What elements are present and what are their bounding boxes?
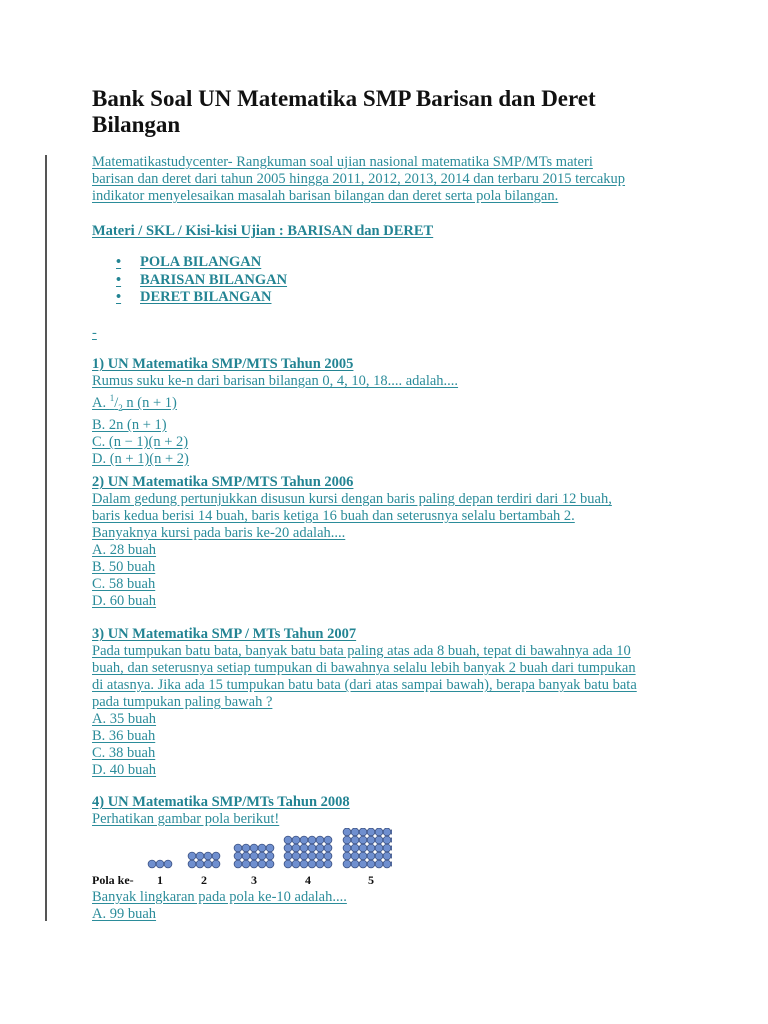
option-c[interactable]: C. 38 buah — [92, 745, 156, 761]
pattern-circle — [351, 852, 359, 860]
question-heading[interactable]: 1) UN Matematika SMP/MTS Tahun 2005 — [92, 356, 354, 372]
pattern-circle — [250, 852, 258, 860]
question-text[interactable]: buah, dan seterusnya setiap tumpukan di bawahnya selalu lebih banyak 2 buah dari tumpukan — [92, 660, 636, 676]
pattern-circle — [212, 852, 220, 860]
option-a[interactable]: A. 99 buah — [92, 906, 157, 922]
pattern-circle — [391, 860, 392, 868]
pattern-circle — [324, 836, 332, 844]
option-a[interactable]: A. 28 buah — [92, 542, 157, 558]
pattern-circle — [188, 852, 196, 860]
pattern-circle — [359, 860, 367, 868]
pattern-circle — [343, 828, 351, 836]
pattern-number: 4 — [305, 873, 311, 887]
pattern-circle — [242, 860, 250, 868]
intro-line[interactable]: barisan dan deret dari tahun 2005 hingga 2011, 2012, 2013, 2014 dan terbaru 2015 tercakup — [92, 171, 626, 187]
pattern-circle — [284, 860, 292, 868]
pattern-circle — [234, 860, 242, 868]
pattern-circle — [375, 828, 383, 836]
intro-paragraph — [92, 154, 625, 205]
pattern-circle — [250, 860, 258, 868]
question-text[interactable]: Banyak lingkaran pada pola ke-10 adalah.... — [92, 889, 347, 905]
pattern-number: 3 — [251, 873, 257, 887]
pattern-circle — [383, 852, 391, 860]
option-c[interactable]: C. 58 buah — [92, 576, 156, 592]
pattern-number: 1 — [157, 873, 163, 887]
pattern-circle — [292, 852, 300, 860]
pattern-circle — [324, 844, 332, 852]
pattern-number: 5 — [368, 873, 374, 887]
topic-item[interactable]: • DERET BILANGAN — [116, 289, 272, 305]
question-4-continued — [92, 889, 347, 923]
pattern-circle — [351, 828, 359, 836]
circle-pattern-figure — [92, 828, 392, 888]
pattern-circle — [316, 836, 324, 844]
question-text[interactable]: baris kedua berisi 14 buah, baris ketiga 16 buah dan seterusnya selalu bertambah 2. — [92, 508, 575, 524]
pattern-circle — [300, 836, 308, 844]
pattern-circle — [324, 852, 332, 860]
intro-line[interactable]: indikator menyelesaikan masalah barisan bilangan dan deret serta pola bilangan. — [92, 188, 559, 204]
pattern-circle — [164, 860, 172, 868]
question-2 — [92, 474, 612, 610]
pattern-circle — [343, 844, 351, 852]
pattern-circle — [148, 860, 156, 868]
pattern-circle — [324, 860, 332, 868]
pattern-circle — [250, 844, 258, 852]
pattern-circle — [204, 852, 212, 860]
pattern-circle — [242, 852, 250, 860]
pattern-circle — [351, 836, 359, 844]
question-heading[interactable]: 3) UN Matematika SMP / MTs Tahun 2007 — [92, 626, 357, 642]
option-d[interactable]: D. 40 buah — [92, 762, 157, 778]
pattern-circle — [391, 828, 392, 836]
question-4 — [92, 794, 350, 828]
pattern-circle — [383, 844, 391, 852]
pattern-circle — [383, 860, 391, 868]
option-a[interactable]: A. $^1/_2$ n (n + 1) — [92, 393, 177, 413]
question-text[interactable]: Rumus suku ke-n dari barisan bilangan 0, 4, 10, 18.... adalah.... — [92, 373, 459, 389]
pattern-circle — [308, 860, 316, 868]
pattern-circle — [258, 844, 266, 852]
pattern-circle — [351, 860, 359, 868]
pattern-circle — [266, 844, 274, 852]
page-title — [92, 86, 596, 138]
pattern-circle — [375, 852, 383, 860]
pattern-circle — [292, 836, 300, 844]
pattern-circle — [308, 852, 316, 860]
pattern-circle — [284, 836, 292, 844]
pattern-circle — [375, 844, 383, 852]
option-a[interactable]: A. 35 buah — [92, 711, 157, 727]
question-text[interactable]: Banyaknya kursi pada baris ke-20 adalah.... — [92, 525, 346, 541]
pattern-circle — [391, 852, 392, 860]
margin-rule — [45, 155, 47, 921]
question-heading[interactable]: 4) UN Matematika SMP/MTs Tahun 2008 — [92, 794, 350, 810]
pattern-circle — [383, 828, 391, 836]
pattern-circle — [292, 844, 300, 852]
pattern-circle — [188, 860, 196, 868]
pattern-circle — [196, 860, 204, 868]
question-1 — [92, 356, 458, 468]
pattern-circle — [367, 828, 375, 836]
pattern-circle — [234, 852, 242, 860]
pattern-circle — [367, 852, 375, 860]
option-d[interactable]: D. 60 buah — [92, 593, 157, 609]
pattern-circle — [258, 852, 266, 860]
pattern-circle — [391, 844, 392, 852]
pattern-circle — [266, 860, 274, 868]
pattern-circle — [284, 844, 292, 852]
option-b[interactable]: B. 2n (n + 1) — [92, 416, 167, 433]
pattern-circle — [316, 860, 324, 868]
pattern-circle — [359, 852, 367, 860]
intro-line[interactable]: Matematikastudycenter- Rangkuman soal ujian nasional matematika SMP/MTs materi — [92, 154, 593, 170]
option-b[interactable]: B. 36 buah — [92, 728, 156, 744]
materi-heading[interactable]: Materi / SKL / Kisi-kisi Ujian : BARISAN dan DERET — [92, 223, 434, 239]
pattern-circle — [367, 860, 375, 868]
pattern-circle — [359, 828, 367, 836]
title-line: Bank Soal UN Matematika SMP Barisan dan Deret — [92, 86, 596, 111]
pattern-circle — [242, 844, 250, 852]
pattern-circle — [391, 836, 392, 844]
dash-link[interactable]: - — [92, 325, 97, 341]
pattern-circle — [284, 852, 292, 860]
pattern-circle — [343, 860, 351, 868]
question-3 — [92, 626, 637, 779]
pattern-circle — [234, 844, 242, 852]
pattern-circle — [266, 852, 274, 860]
pattern-circle — [212, 860, 220, 868]
pattern-circle — [351, 844, 359, 852]
question-text[interactable]: pada tumpukan paling bawah ? — [92, 694, 273, 710]
pattern-circle — [316, 852, 324, 860]
pattern-circle — [300, 852, 308, 860]
pattern-circle — [383, 836, 391, 844]
topic-list — [116, 254, 287, 307]
option-c[interactable]: C. (n − 1)(n + 2) — [92, 433, 189, 450]
question-text[interactable]: di atasnya. Jika ada 15 tumpukan batu bata (dari atas sampai bawah), berapa banyak batu bata — [92, 677, 637, 693]
pattern-circle — [292, 860, 300, 868]
topic-item[interactable]: • POLA BILANGAN — [116, 254, 262, 270]
pattern-circle — [359, 836, 367, 844]
pattern-circle — [196, 852, 204, 860]
pattern-number: 2 — [201, 873, 207, 887]
pattern-circle — [308, 836, 316, 844]
pattern-circle — [367, 844, 375, 852]
pattern-circle — [258, 860, 266, 868]
pattern-circle — [375, 836, 383, 844]
question-text[interactable]: Dalam gedung pertunjukkan disusun kursi dengan baris paling depan terdiri dari 12 buah, — [92, 491, 612, 507]
pattern-circle — [343, 836, 351, 844]
question-text[interactable]: Pada tumpukan batu bata, banyak batu bata paling atas ada 8 buah, tepat di bawahnya ada 10 — [92, 643, 631, 659]
pattern-circle — [300, 860, 308, 868]
pattern-circle — [359, 844, 367, 852]
pattern-circle — [316, 844, 324, 852]
pattern-circle — [375, 860, 383, 868]
pattern-circle — [204, 860, 212, 868]
option-d[interactable]: D. (n + 1)(n + 2) — [92, 450, 189, 467]
pattern-circle — [367, 836, 375, 844]
pattern-circle — [156, 860, 164, 868]
question-heading[interactable]: 2) UN Matematika SMP/MTS Tahun 2006 — [92, 474, 354, 490]
pattern-circle — [300, 844, 308, 852]
pattern-circle — [343, 852, 351, 860]
question-text[interactable]: Perhatikan gambar pola berikut! — [92, 811, 280, 827]
topic-item[interactable]: • BARISAN BILANGAN — [116, 271, 288, 288]
title-line: Bilangan — [92, 112, 181, 137]
pattern-circle — [308, 844, 316, 852]
figure-label: Pola ke- — [92, 873, 134, 887]
option-b[interactable]: B. 50 buah — [92, 559, 156, 575]
